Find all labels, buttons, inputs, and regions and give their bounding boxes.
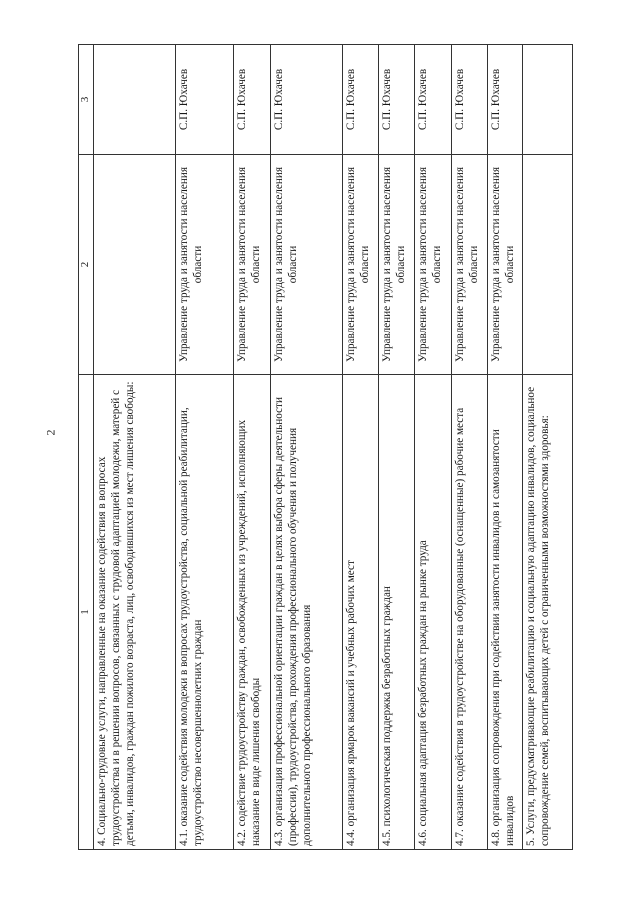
- responsible-cell: С.П. Юхачев: [487, 45, 522, 155]
- header-col1: 1: [79, 375, 94, 850]
- department-cell: Управление труда и занятости населения области: [270, 155, 342, 375]
- responsible-cell: [93, 45, 175, 155]
- responsible-cell: С.П. Юхачев: [270, 45, 342, 155]
- table-row: [270, 45, 342, 850]
- department-cell: [522, 155, 572, 375]
- service-cell: 4.7. оказание содействия в трудоустройстве на оборудованные (оснащенные) рабочие места: [451, 375, 487, 850]
- table-row: [522, 45, 572, 850]
- service-cell: 4.1. оказание содействия молодежи в вопросах трудоустройства, социальной реабилитации, трудоустройство несовершеннолетних граждан: [175, 375, 233, 850]
- service-cell: 4.4. организация ярмарок вакансий и учебных рабочих мест: [342, 375, 378, 850]
- table-row: [342, 45, 378, 850]
- table-row: [93, 45, 175, 850]
- responsible-cell: С.П. Юхачев: [175, 45, 233, 155]
- department-cell: [93, 155, 175, 375]
- responsible-cell: С.П. Юхачев: [451, 45, 487, 155]
- responsible-cell: [522, 45, 572, 155]
- service-cell: 4.6. социальная адаптация безработных граждан на рынке труда: [414, 375, 451, 850]
- service-cell: 4. Социально-трудовые услуги, направленные на оказание содействия в вопросах трудоустройства и в решении вопросов, связанных с трудовой адаптацией молодежи, матерей с детьми, инвалидов, граждан пожилого возраста, лиц, освободившихся из мест лишения свободы:: [93, 375, 175, 850]
- table-row: [414, 45, 451, 850]
- page-number: 2: [43, 429, 58, 436]
- department-cell: Управление труда и занятости населения области: [378, 155, 414, 375]
- service-cell: 4.2. содействие трудоустройству граждан, освобожденных из учреждений, исполняющих наказание в виде лишения свободы: [233, 375, 270, 850]
- service-cell: 4.3. организация профессиональной ориентации граждан в целях выбора сферы деятельности (профессии), трудоустройства, прохождения профессионального обучения и получения дополнительного профессионального образования: [270, 375, 342, 850]
- table-row: [378, 45, 414, 850]
- service-cell: 5. Услуги, предусматривающие реабилитацию и социальную адаптацию инвалидов, социальное сопровождение семей, воспитывающих детей с ограниченными возможностями здоровья:: [522, 375, 572, 850]
- department-cell: Управление труда и занятости населения области: [233, 155, 270, 375]
- service-cell: 4.5. психологическая поддержка безработных граждан: [378, 375, 414, 850]
- department-cell: Управление труда и занятости населения области: [175, 155, 233, 375]
- responsible-cell: С.П. Юхачев: [414, 45, 451, 155]
- header-col3: 3: [79, 45, 94, 155]
- header-col2: 2: [79, 155, 94, 375]
- responsible-cell: С.П. Юхачев: [378, 45, 414, 155]
- responsible-cell: С.П. Юхачев: [342, 45, 378, 155]
- department-cell: Управление труда и занятости населения области: [487, 155, 522, 375]
- department-cell: Управление труда и занятости населения области: [414, 155, 451, 375]
- table-row: [233, 45, 270, 850]
- department-cell: Управление труда и занятости населения области: [342, 155, 378, 375]
- service-cell: 4.8. организация сопровождения при содействии занятости инвалидов и самозанятости инвалидов: [487, 375, 522, 850]
- services-table: [78, 44, 573, 850]
- department-cell: Управление труда и занятости населения области: [451, 155, 487, 375]
- table-row: [451, 45, 487, 850]
- table-row: [487, 45, 522, 850]
- rotated-table-wrapper: [78, 45, 590, 850]
- table-row: [175, 45, 233, 850]
- responsible-cell: С.П. Юхачев: [233, 45, 270, 155]
- header-row: [79, 45, 94, 850]
